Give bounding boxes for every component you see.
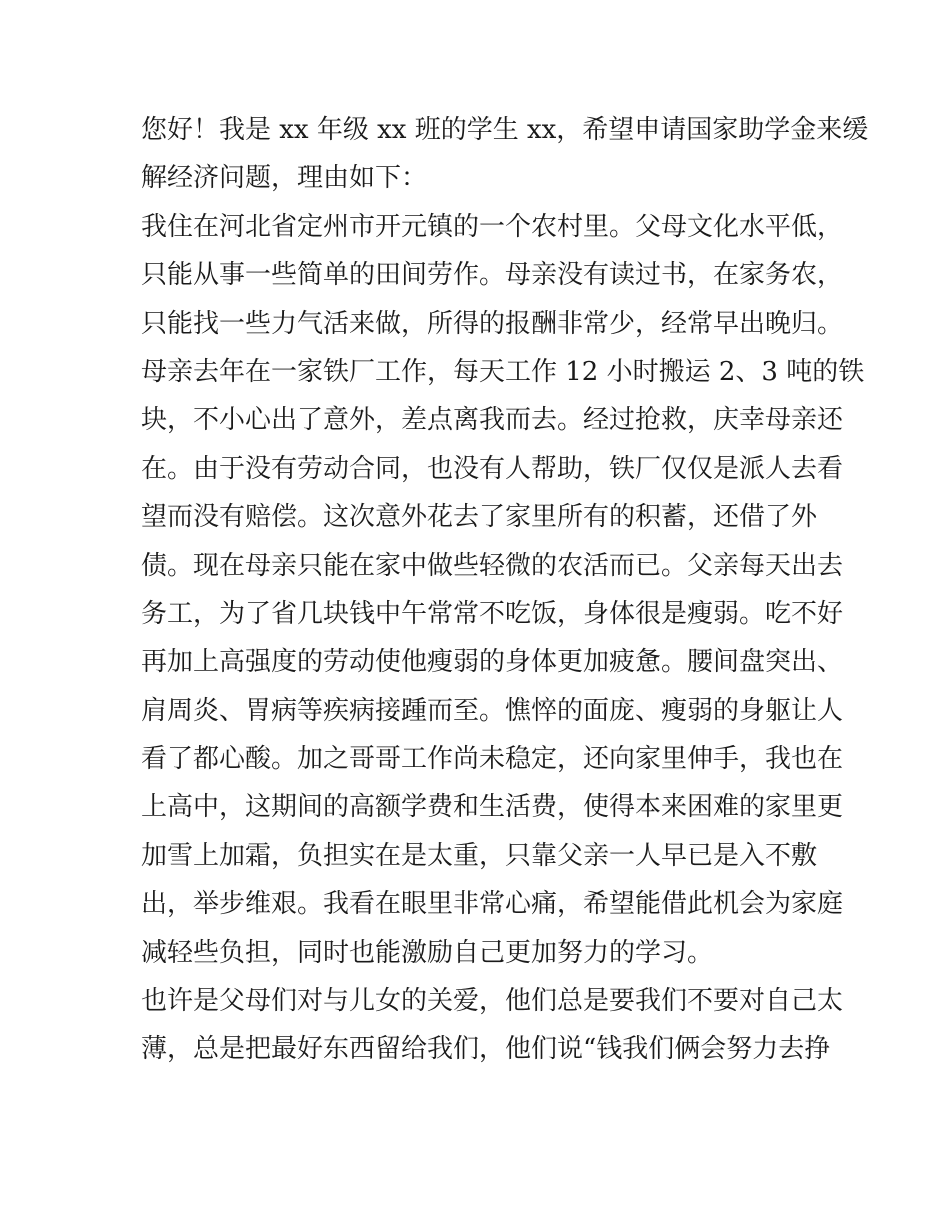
text-line-1: 您好！我是 xx 年级 xx 班的学生 xx，希望申请国家助学金来缓 bbox=[141, 115, 869, 145]
text-line-4: 只能从事一些简单的田间劳作。母亲没有读过书，在家务农， bbox=[141, 260, 844, 291]
text-line-7: 块，不小心出了意外，差点离我而去。经过抢救，庆幸母亲还 bbox=[141, 405, 844, 436]
text-line-20: 薄，总是把最好东西留给我们，他们说“钱我们俩会努力去挣 bbox=[141, 1034, 831, 1065]
text-line-2: 解经济问题，理由如下： bbox=[141, 163, 428, 194]
text-line-18: 减轻些负担，同时也能激励自己更加努力的学习。 bbox=[141, 937, 714, 968]
text-line-8: 在。由于没有劳动合同，也没有人帮助，铁厂仅仅是派人去看 bbox=[141, 453, 844, 484]
letter-body bbox=[141, 106, 869, 1074]
text-line-13: 肩周炎、胃病等疾病接踵而至。憔悴的面庞、瘦弱的身躯让人 bbox=[141, 695, 844, 726]
text-line-19: 也许是父母们对与儿女的关爱，他们总是要我们不要对自己太 bbox=[141, 986, 844, 1017]
text-line-11: 务工，为了省几块钱中午常常不吃饭，身体很是瘦弱。吃不好 bbox=[141, 598, 844, 629]
text-line-16: 加雪上加霜，负担实在是太重，只靠父亲一人早已是入不敷 bbox=[141, 840, 818, 871]
text-line-6: 母亲去年在一家铁厂工作，每天工作 12 小时搬运 2、3 吨的铁 bbox=[141, 356, 865, 387]
text-line-12: 再加上高强度的劳动使他瘦弱的身体更加疲惫。腰间盘突出、 bbox=[141, 647, 844, 678]
text-line-9: 望而没有赔偿。这次意外花去了家里所有的积蓄，还借了外 bbox=[141, 502, 818, 533]
text-line-3: 我住在河北省定州市开元镇的一个农村里。父母文化水平低， bbox=[141, 211, 844, 242]
text-line-5: 只能找一些力气活来做，所得的报酬非常少，经常早出晚归。 bbox=[141, 308, 844, 339]
text-line-14: 看了都心酸。加之哥哥工作尚未稳定，还向家里伸手，我也在 bbox=[141, 744, 844, 775]
text-line-17: 出，举步维艰。我看在眼里非常心痛，希望能借此机会为家庭 bbox=[141, 889, 844, 920]
text-line-15: 上高中，这期间的高额学费和生活费，使得本来困难的家里更 bbox=[141, 792, 844, 823]
text-line-10: 债。现在母亲只能在家中做些轻微的农活而已。父亲每天出去 bbox=[141, 550, 844, 581]
